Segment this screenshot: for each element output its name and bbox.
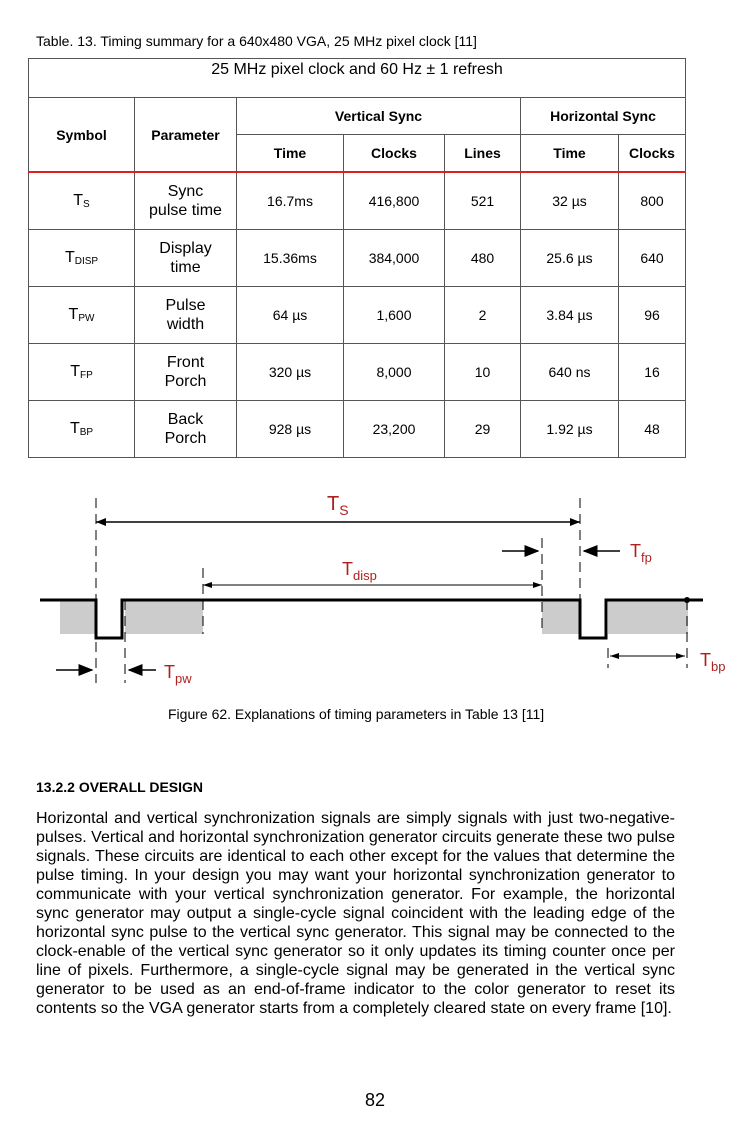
header-v-clocks: Clocks (344, 135, 445, 173)
header-h-clocks: Clocks (619, 135, 686, 173)
v-lines-cell: 29 (445, 401, 521, 458)
v-clocks-cell: 416,800 (344, 172, 445, 230)
table-caption: Table. 13. Timing summary for a 640x480 VGA, 25 MHz pixel clock [11] (36, 33, 477, 49)
back-porch-right-area (608, 600, 688, 634)
v-lines-cell: 480 (445, 230, 521, 287)
dashed-guides (96, 498, 687, 683)
timing-diagram (30, 488, 740, 688)
section-body: Horizontal and vertical synchronization signals are simply signals with just two-negative-pulses. Vertical and horizontal synchronization generator circuits generate these two pulse signals. These circuits are identical to each other except for the values that determine the pulse timing. In your design you may want your horizontal synchronization generator to communicate with your vertical synchronization generator. For example, the horizontal sync generator may output a single-cycle signal coincident with the leading edge of the horizontal sync pulse to the vertical sync generator. This signal may be connected to the clock-enable of the vertical sync generator so it only updates its timing counter once per line of pixels. Furthermore, a single-cycle signal may be generated in the vertical sync generator to be used as an end-of-frame indicator to the color generator to reset its contents so the VGA generator starts from a completely cleared state on every frame [10]. (36, 810, 675, 1017)
h-clocks-cell: 48 (619, 401, 686, 458)
header-parameter: Parameter (135, 98, 237, 173)
v-lines-cell: 10 (445, 344, 521, 401)
section-heading: 13.2.2 OVERALL DESIGN (36, 779, 204, 795)
page-number: 82 (364, 1090, 386, 1110)
v-time-cell: 320 µs (237, 344, 344, 401)
table-banner: 25 MHz pixel clock and 60 Hz ± 1 refresh (29, 59, 686, 98)
header-v-lines: Lines (445, 135, 521, 173)
v-lines-cell: 2 (445, 287, 521, 344)
v-time-cell: 64 µs (237, 287, 344, 344)
header-symbol: Symbol (29, 98, 135, 173)
h-clocks-cell: 640 (619, 230, 686, 287)
figure-caption: Figure 62. Explanations of timing parameters in Table 13 [11] (168, 706, 545, 722)
v-clocks-cell: 8,000 (344, 344, 445, 401)
v-lines-cell: 521 (445, 172, 521, 230)
table-row (29, 344, 686, 401)
parameter-cell: Pulse width (135, 287, 237, 344)
header-v-time: Time (237, 135, 344, 173)
symbol-cell: $T_S$ (29, 172, 135, 230)
parameter-cell: Back Porch (135, 401, 237, 458)
symbol-cell: $T_{FP}$ (29, 344, 135, 401)
parameter-cell: Sync pulse time (135, 172, 237, 230)
back-porch-area (125, 600, 203, 634)
table-row (29, 401, 686, 458)
parameter-cell: Display time (135, 230, 237, 287)
header-vertical-sync: Vertical Sync (237, 98, 521, 135)
header-h-time: Time (521, 135, 619, 173)
tbp-label: $T_{bp}$ (700, 650, 726, 674)
h-time-cell: 1.92 µs (521, 401, 619, 458)
timing-table (28, 58, 685, 458)
h-time-cell: 32 µs (521, 172, 619, 230)
table-row (29, 230, 686, 287)
table-row (29, 287, 686, 344)
h-time-cell: 3.84 µs (521, 287, 619, 344)
header-horizontal-sync: Horizontal Sync (521, 98, 686, 135)
h-clocks-cell: 16 (619, 344, 686, 401)
tdisp-label: $T_{disp}$ (342, 559, 377, 583)
h-time-cell: 640 ns (521, 344, 619, 401)
back-porch-left-area (60, 600, 96, 634)
symbol-cell: $T_{PW}$ (29, 287, 135, 344)
h-clocks-cell: 800 (619, 172, 686, 230)
parameter-cell: Front Porch (135, 344, 237, 401)
v-clocks-cell: 384,000 (344, 230, 445, 287)
v-time-cell: 16.7ms (237, 172, 344, 230)
timing-diagram-svg (30, 488, 740, 688)
table-row (29, 172, 686, 230)
v-time-cell: 928 µs (237, 401, 344, 458)
tpw-label: $T_{pw}$ (164, 662, 192, 686)
h-clocks-cell: 96 (619, 287, 686, 344)
front-porch-area (542, 600, 580, 634)
v-clocks-cell: 23,200 (344, 401, 445, 458)
symbol-cell: $T_{BP}$ (29, 401, 135, 458)
ts-label: $T_S$ (327, 493, 349, 518)
v-clocks-cell: 1,600 (344, 287, 445, 344)
symbol-cell: $T_{DISP}$ (29, 230, 135, 287)
v-time-cell: 15.36ms (237, 230, 344, 287)
tfp-label: $T_{fp}$ (630, 541, 652, 565)
h-time-cell: 25.6 µs (521, 230, 619, 287)
